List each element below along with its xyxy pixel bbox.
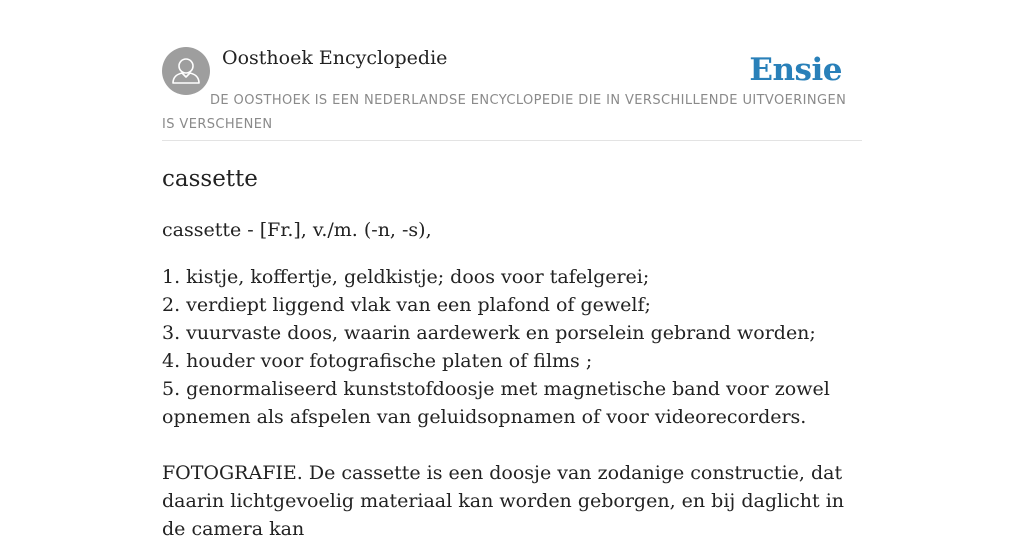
author-description [162,89,862,137]
author-description-text: DE OOSTHOEK IS EEN NEDERLANDSE ENCYCLOPEDIE DIE IN VERSCHILLENDE UITVOERINGEN IS VERSCHENEN [162,93,847,132]
headword-line: cassette - [Fr.], v./m. (-n, -s), [162,219,432,241]
article-header [162,46,862,141]
definition-list [162,263,862,431]
author-name-link[interactable]: Oosthoek Encyclopedie [222,47,448,69]
definition-item: 3. vuurvaste doos, waarin aardewerk en porselein gebrand worden; [162,322,816,344]
ensie-logo-link[interactable]: Ensie [749,52,842,88]
article-paragraph: FOTOGRAFIE. De cassette is een doosje van zodanige constructie, dat daarin lichtgevoelig materiaal kan worden geborgen, en bij daglicht in de camera kan [162,462,845,540]
author-avatar[interactable] [162,47,210,95]
definition-item: 1. kistje, koffertje, geldkistje; doos voor tafelgerei; [162,266,650,288]
definition-item: 2. verdiept liggend vlak van een plafond of gewelf; [162,294,651,316]
article-title: cassette [162,166,258,192]
definition-item: 4. houder voor fotografische platen of films ; [162,350,593,372]
user-silhouette-icon [162,47,210,95]
definition-item: 5. genormaliseerd kunststofdoosje met magnetische band voor zowel opnemen als afspelen van geluidsopnamen of voor videorecorders. [162,378,830,428]
